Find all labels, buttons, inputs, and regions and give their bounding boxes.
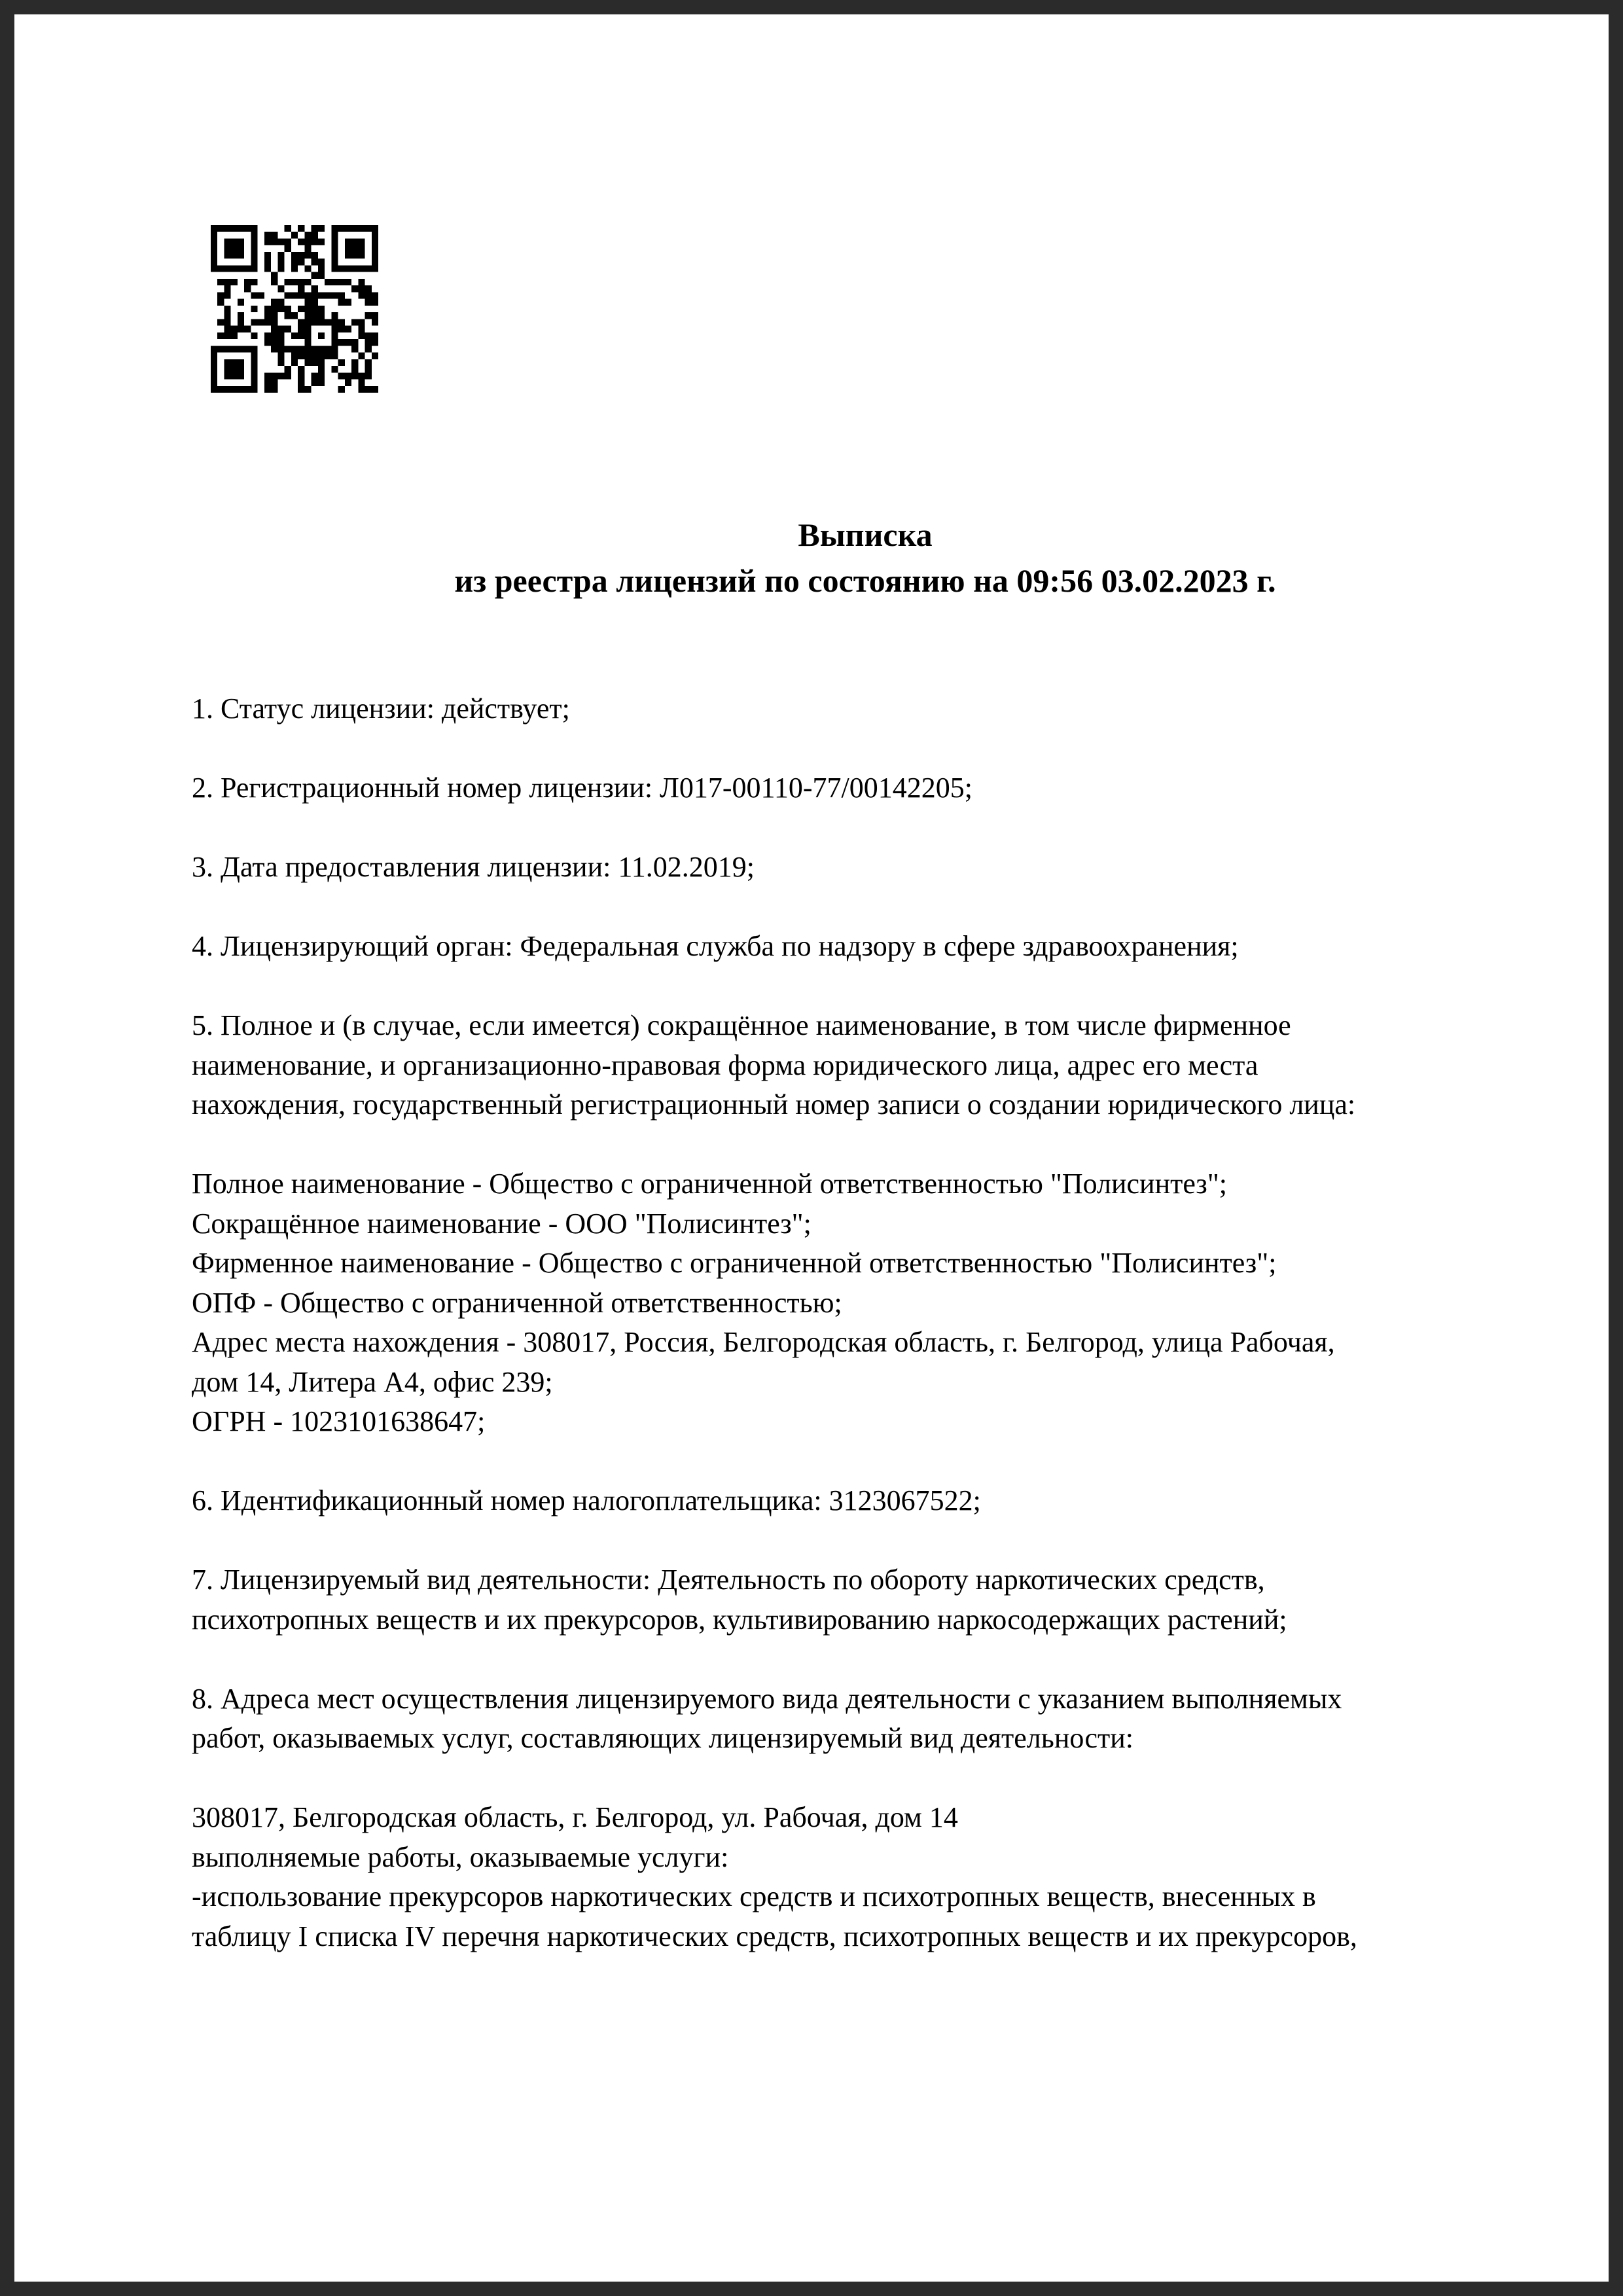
item-5-line-1: 5. Полное и (в случае, если имеется) сокращённое наименование, в том числе фирменное xyxy=(192,1009,1291,1041)
org-ogrn: ОГРН - 1023101638647; xyxy=(192,1405,486,1437)
org-address-line-1: Адрес места нахождения - 308017, Россия, Белгородская область, г. Белгород, улица Рабочая, xyxy=(192,1326,1335,1358)
qr-code xyxy=(211,225,378,393)
item-3-issue-date: 3. Дата предоставления лицензии: 11.02.2019; xyxy=(192,851,755,883)
org-brand-name: Фирменное наименование - Общество с ограниченной ответственностью "Полисинтез"; xyxy=(192,1247,1277,1279)
item-5-line-3: нахождения, государственный регистрационный номер записи о создании юридического лица: xyxy=(192,1088,1356,1121)
item-5-line-2: наименование, и организационно-правовая форма юридического лица, адрес его места xyxy=(192,1049,1258,1081)
item-7-line-1: 7. Лицензируемый вид деятельности: Деятельность по обороту наркотических средств, xyxy=(192,1564,1265,1596)
item-4-authority: 4. Лицензирующий орган: Федеральная служба по надзору в сфере здравоохранения; xyxy=(192,930,1239,962)
activity-works-label: выполняемые работы, оказываемые услуги: xyxy=(192,1840,729,1873)
document-body xyxy=(192,689,1540,1956)
activity-address: 308017, Белгородская область, г. Белгород, ул. Рабочая, дом 14 xyxy=(192,1801,958,1833)
qr-code-image xyxy=(211,225,378,393)
org-short-name: Сокращённое наименование - ООО "Полисинтез"; xyxy=(192,1207,812,1240)
item-2-reg-number: 2. Регистрационный номер лицензии: Л017-00110-77/00142205; xyxy=(192,772,973,804)
item-6-inn: 6. Идентификационный номер налогоплательщика: 3123067522; xyxy=(192,1484,981,1516)
activity-work-line-1: -использование прекурсоров наркотических средств и психотропных веществ, внесенных в xyxy=(192,1880,1316,1912)
item-8-line-2: работ, оказываемых услуг, составляющих лицензируемый вид деятельности: xyxy=(192,1722,1134,1754)
item-1-status: 1. Статус лицензии: действует; xyxy=(192,692,570,725)
item-7-line-2: психотропных веществ и их прекурсоров, культивированию наркосодержащих растений; xyxy=(192,1603,1287,1636)
document-page xyxy=(14,14,1609,2282)
activity-work-line-2: таблицу I списка IV перечня наркотических средств, психотропных веществ и их прекурсоров, xyxy=(192,1920,1357,1952)
title-line-1: Выписка xyxy=(798,516,933,553)
title-line-2: из реестра лицензий по состоянию на 09:56 03.02.2023 г. xyxy=(454,562,1276,599)
org-legal-form: ОПФ - Общество с ограниченной ответственностью; xyxy=(192,1286,842,1319)
item-8-line-1: 8. Адреса мест осуществления лицензируемого вида деятельности с указанием выполняемых xyxy=(192,1682,1342,1715)
document-title xyxy=(14,512,1609,603)
org-address-line-2: дом 14, Литера А4, офис 239; xyxy=(192,1365,553,1398)
org-full-name: Полное наименование - Общество с ограниченной ответственностью "Полисинтез"; xyxy=(192,1168,1228,1200)
